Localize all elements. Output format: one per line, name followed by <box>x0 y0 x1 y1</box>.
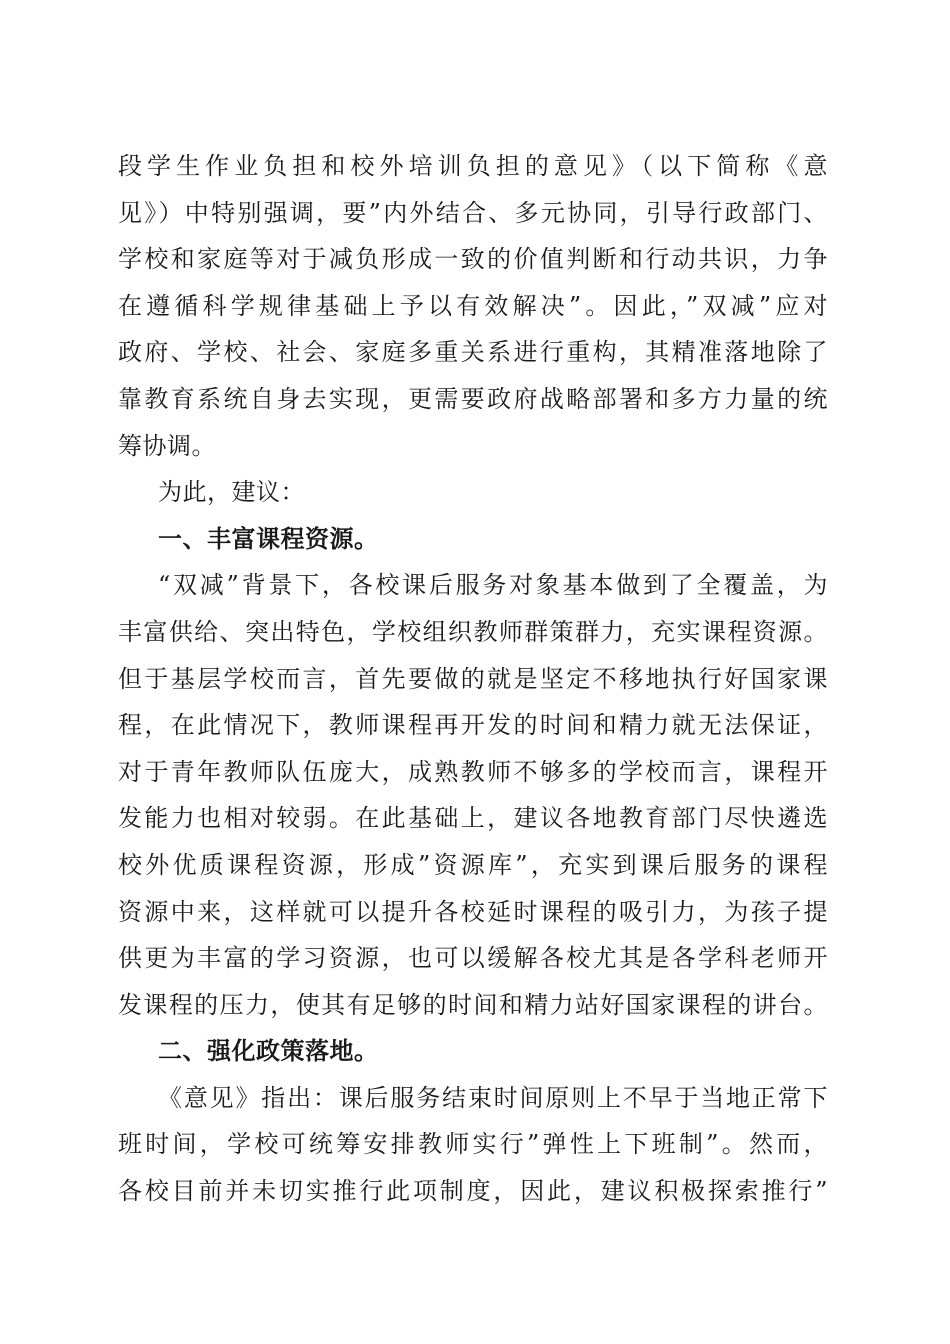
text-line: 对于青年教师队伍庞大，成熟教师不够多的学校而言，课程开 <box>118 757 828 786</box>
text-line: 筹协调。 <box>118 431 216 460</box>
text-line: 在遵循科学规律基础上予以有效解决”。因此，”双减”应对 <box>118 291 828 320</box>
text-line: 为此，建议： <box>158 478 305 507</box>
text-line: 学校和家庭等对于减负形成一致的价值判断和行动共识，力争 <box>118 245 828 274</box>
text-line: “双减”背景下，各校课后服务对象基本做到了全覆盖，为 <box>158 571 828 600</box>
section-heading: 二、强化政策落地。 <box>158 1037 379 1066</box>
text-line: 见》）中特别强调，要”内外结合、多元协同，引导行政部门、 <box>118 198 828 227</box>
text-line: 段学生作业负担和校外培训负担的意见》（以下简称《意 <box>118 152 828 180</box>
section-heading: 一、丰富课程资源。 <box>158 524 379 553</box>
text-line: 《意见》指出：课后服务结束时间原则上不早于当地正常下 <box>158 1083 828 1112</box>
document-body <box>118 143 828 1215</box>
text-line: 各校目前并未切实推行此项制度，因此，建议积极探索推行” <box>118 1177 828 1206</box>
text-line: 资源中来，这样就可以提升各校延时课程的吸引力，为孩子提 <box>118 897 828 926</box>
text-line: 校外优质课程资源，形成”资源库”，充实到课后服务的课程 <box>118 850 828 879</box>
text-line: 程，在此情况下，教师课程再开发的时间和精力就无法保证， <box>118 711 828 740</box>
text-line: 但于基层学校而言，首先要做的就是坚定不移地执行好国家课 <box>118 664 828 693</box>
text-line: 发能力也相对较弱。在此基础上，建议各地教育部门尽快遴选 <box>118 804 828 833</box>
text-line: 靠教育系统自身去实现，更需要政府战略部署和多方力量的统 <box>118 384 828 413</box>
text-line: 班时间，学校可统筹安排教师实行”弹性上下班制”。然而， <box>118 1130 828 1159</box>
text-line: 供更为丰富的学习资源，也可以缓解各校尤其是各学科老师开 <box>118 944 828 973</box>
text-line: 丰富供给、突出特色，学校组织教师群策群力，充实课程资源。 <box>118 617 828 646</box>
text-line: 发课程的压力，使其有足够的时间和精力站好国家课程的讲台。 <box>118 990 828 1019</box>
text-line: 政府、学校、社会、家庭多重关系进行重构，其精准落地除了 <box>118 338 828 367</box>
